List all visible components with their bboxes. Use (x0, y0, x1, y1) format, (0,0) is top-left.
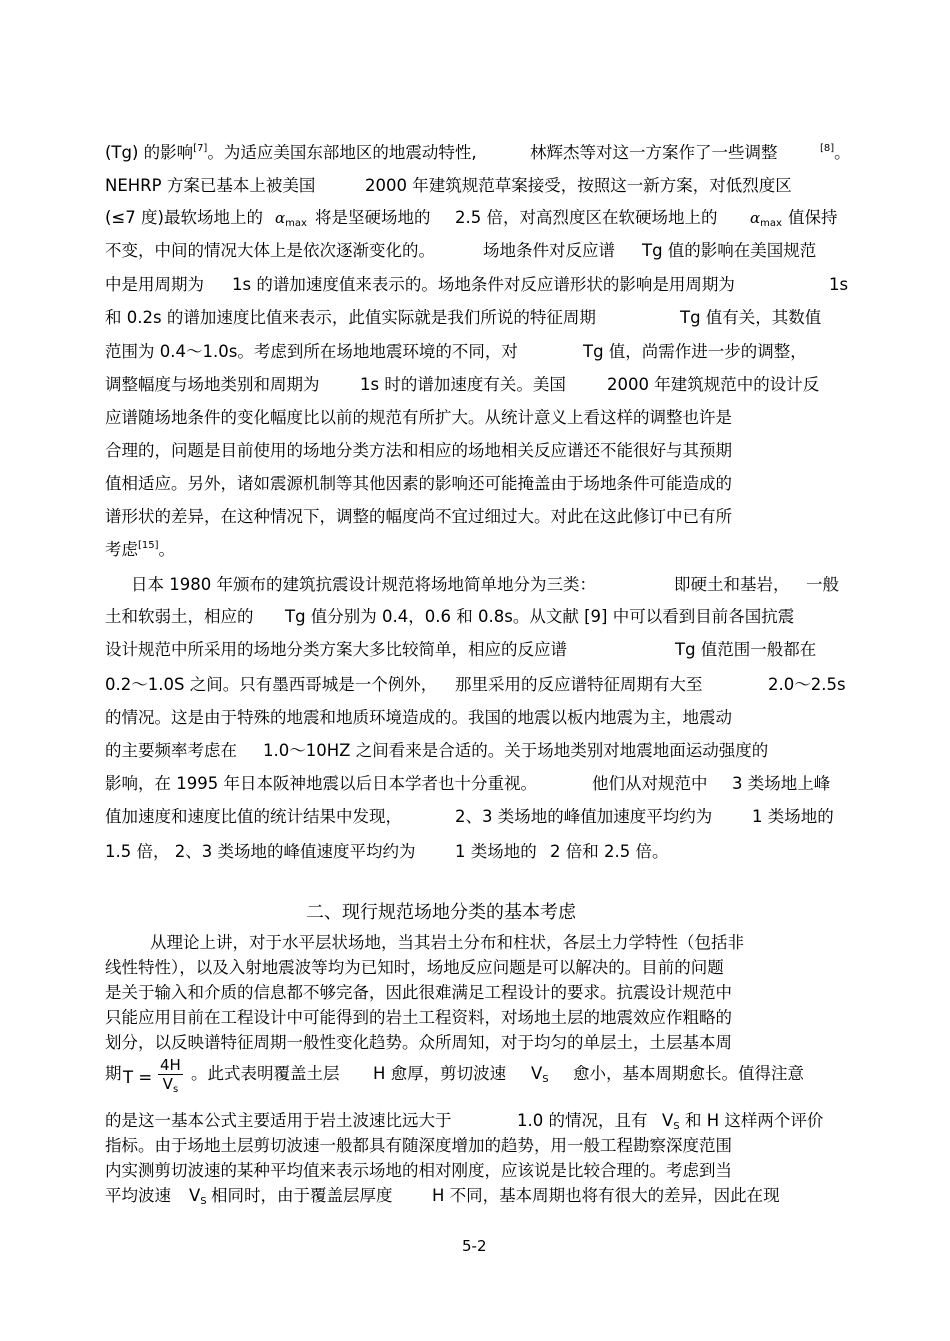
text-line (105, 842, 669, 862)
text-segment: 相同时，由于覆盖层厚度 (211, 1186, 393, 1205)
text-segment: (Tg) 的影响 (105, 143, 194, 162)
text-line: 内实测剪切波速的某种平均值来表示场地的相对刚度，应该说是比较合理的。考虑到当 (105, 1161, 732, 1180)
text-line (105, 342, 807, 362)
shear-wave-symbol: VS (531, 1064, 549, 1085)
text-segment: Tg 值有关，其数值 (680, 308, 822, 327)
text-segment: 值加速度和速度比值的统计结果中发现， (105, 807, 402, 826)
text-line (105, 308, 822, 328)
text-segment: 。为适应美国东部地区的地震动特性, (207, 143, 477, 162)
text-segment: 场地条件对反应谱 (483, 241, 615, 260)
text-line: 谱形状的差异，在这种情况下，调整的幅度尚不宜过细过大。对此在这此修订中已有所 (105, 507, 732, 526)
text-line: 是关于输入和介质的信息都不够完备，因此很难满足工程设计的要求。抗震设计规范中 (105, 983, 732, 1002)
text-segment: 2000 年建筑规范草案接受，按照这一新方案，对低烈度区 (365, 176, 792, 195)
text-line (105, 208, 838, 229)
text-line (131, 575, 839, 595)
text-segment: 他们从对规范中 (592, 774, 708, 793)
text-line (105, 774, 831, 794)
text-line (105, 275, 849, 295)
text-segment: 。此式表明覆盖土层 (191, 1064, 340, 1083)
text-segment: 1.5 倍， 2、3 类场地的峰值速度平均约为 (105, 842, 416, 861)
text-segment: 期 (105, 1064, 122, 1083)
shear-wave-symbol: VS (189, 1186, 207, 1207)
text-line (105, 540, 175, 563)
text-line (105, 607, 795, 627)
text-line: 值相适应。另外，诸如震源机制等其他因素的影响还可能掩盖由于场地条件可能造成的 (105, 474, 732, 493)
text-line: 线性特性），以及入射地震波等均为已知时，场地反应问题是可以解决的。目前的问题 (105, 958, 724, 977)
text-line (105, 1186, 780, 1207)
text-segment: 3 类场地上峰 (732, 774, 831, 793)
text-segment: 即硬土和基岩， (674, 575, 790, 594)
text-segment: 1.0 的情况，且有 (517, 1111, 648, 1130)
text-line (105, 741, 769, 761)
text-line (105, 176, 792, 196)
text-line: 指标。由于场地土层剪切波速一般都具有随深度增加的趋势，用一般工程勘察深度范围 (105, 1136, 732, 1155)
fraction-denominator: $V_s$ (162, 1075, 179, 1095)
text-segment: Tg 值范围一般都在 (675, 640, 817, 659)
text-segment: 不变，中间的情况大体上是依次逐渐变化的。 (105, 241, 435, 260)
text-segment: 日本 1980 年颁布的建筑抗震设计规范将场地简单地分为三类： (131, 575, 596, 594)
text-segment: 林辉杰等对这一方案作了一些调整 (530, 143, 778, 162)
text-line (105, 640, 817, 660)
text-segment: 2.0～2.5s (768, 675, 846, 694)
formula-lhs: T = (123, 1068, 153, 1087)
text-line: 的情况。这是由于特殊的地震和地质环境造成的。我国的地震以板内地震为主，地震动 (105, 708, 732, 727)
text-segment: 考虑 (105, 540, 138, 559)
text-segment: 平均波速 (105, 1186, 171, 1205)
shear-wave-symbol: VS (662, 1111, 680, 1132)
text-segment: 和 H 这样两个评价 (685, 1111, 824, 1130)
text-line: 从理论上讲，对于水平层状场地，当其岩土分布和柱状，各层土力学特性（包括非 (150, 933, 744, 952)
text-segment: 2.5 倍，对高烈度区在软硬场地上的 (455, 208, 718, 227)
text-segment: Tg 值分别为 0.4，0.6 和 0.8s。从文献 [9] 中可以看到目前各国抗震 (285, 607, 795, 626)
page-number: 5-2 (462, 1237, 487, 1255)
text-segment: 调整幅度与场地类别和周期为 (105, 375, 320, 394)
text-segment: 。 (158, 540, 176, 559)
formula-fraction (158, 1056, 183, 1096)
text-segment: 0.2～1.0S 之间。只有墨西哥城是一个例外， (105, 675, 438, 694)
text-line (105, 1111, 824, 1132)
alpha-max-symbol: αmax (750, 209, 782, 229)
text-segment: 那里采用的反应谱特征周期有大至 (455, 675, 703, 694)
text-line (105, 241, 817, 261)
citation: [7] (193, 143, 208, 154)
text-segment: 1s 时的谱加速度有关。美国 (360, 375, 566, 394)
text-segment: 将是坚硬场地的 (315, 208, 431, 227)
text-segment: 2、3 类场地的峰值加速度平均约为 (455, 807, 713, 826)
text-segment: 的主要频率考虑在 (105, 741, 237, 760)
text-line (105, 143, 851, 166)
alpha-max-symbol: αmax (275, 209, 307, 229)
text-segment: 1s (829, 275, 849, 294)
text-segment: 范围为 0.4～1.0s。考虑到所在场地地震环境的不同，对 (105, 342, 518, 361)
text-line: 只能应用目前在工程设计中可能得到的岩土工程资料，对场地土层的地震效应作粗略的 (105, 1008, 732, 1027)
text-segment: 影响，在 1995 年日本阪神地震以后日本学者也十分重视。 (105, 774, 537, 793)
text-segment: 和 0.2s 的谱加速度比值来表示，此值实际就是我们所说的特征周期 (105, 308, 596, 327)
text-line (105, 807, 834, 827)
fraction-numerator: 4H (160, 1056, 181, 1074)
text-segment: H 愈厚，剪切波速 (373, 1064, 507, 1083)
text-line: 划分，以反映谱特征周期一般性变化趋势。众所周知，对于均匀的单层土，土层基本周 (105, 1033, 732, 1052)
text-line (105, 675, 846, 695)
text-segment: Tg 值的影响在美国规范 (642, 241, 817, 260)
section-heading: 二、现行规范场地分类的基本考虑 (306, 902, 576, 923)
text-segment: 2000 年建筑规范中的设计反 (607, 375, 820, 394)
text-segment: (≤7 度)最软场地上的 (105, 208, 263, 227)
text-segment: 土和软弱土，相应的 (105, 607, 254, 626)
text-segment: 愈小，基本周期愈长。值得注意 (573, 1064, 804, 1083)
text-segment: 设计规范中所采用的场地分类方案大多比较简单，相应的反应谱 (105, 640, 567, 659)
text-segment: 1 类场地的 (752, 807, 834, 826)
text-line: 应谱随场地条件的变化幅度比以前的规范有所扩大。从统计意义上看这样的调整也许是 (105, 408, 732, 427)
text-segment: 一般 (806, 575, 839, 594)
text-line (105, 375, 820, 395)
text-segment: 值保持 (788, 208, 838, 227)
text-segment: 的是这一基本公式主要适用于岩土波速比远大于 (105, 1111, 452, 1130)
text-segment: 1 类场地的 (455, 842, 537, 861)
text-line: 合理的，问题是目前使用的场地分类方法和相应的场地相关反应谱还不能很好与其预期 (105, 441, 732, 460)
citation: [15] (138, 540, 159, 551)
text-segment: 1s 的谱加速度值来表示的。场地条件对反应谱形状的影响是用周期为 (232, 275, 735, 294)
text-segment: 1.0～10HZ 之间看来是合适的。关于场地类别对地震地面运动强度的 (263, 741, 769, 760)
citation: [8]。 (820, 143, 851, 162)
text-segment: H 不同，基本周期也将有很大的差异，因此在现 (432, 1186, 780, 1205)
text-segment: 中是用周期为 (105, 275, 204, 294)
text-segment: Tg 值，尚需作进一步的调整， (583, 342, 807, 361)
text-segment: 2 倍和 2.5 倍。 (550, 842, 669, 861)
formula-line (105, 1056, 804, 1095)
text-segment: NEHRP 方案已基本上被美国 (105, 176, 316, 195)
